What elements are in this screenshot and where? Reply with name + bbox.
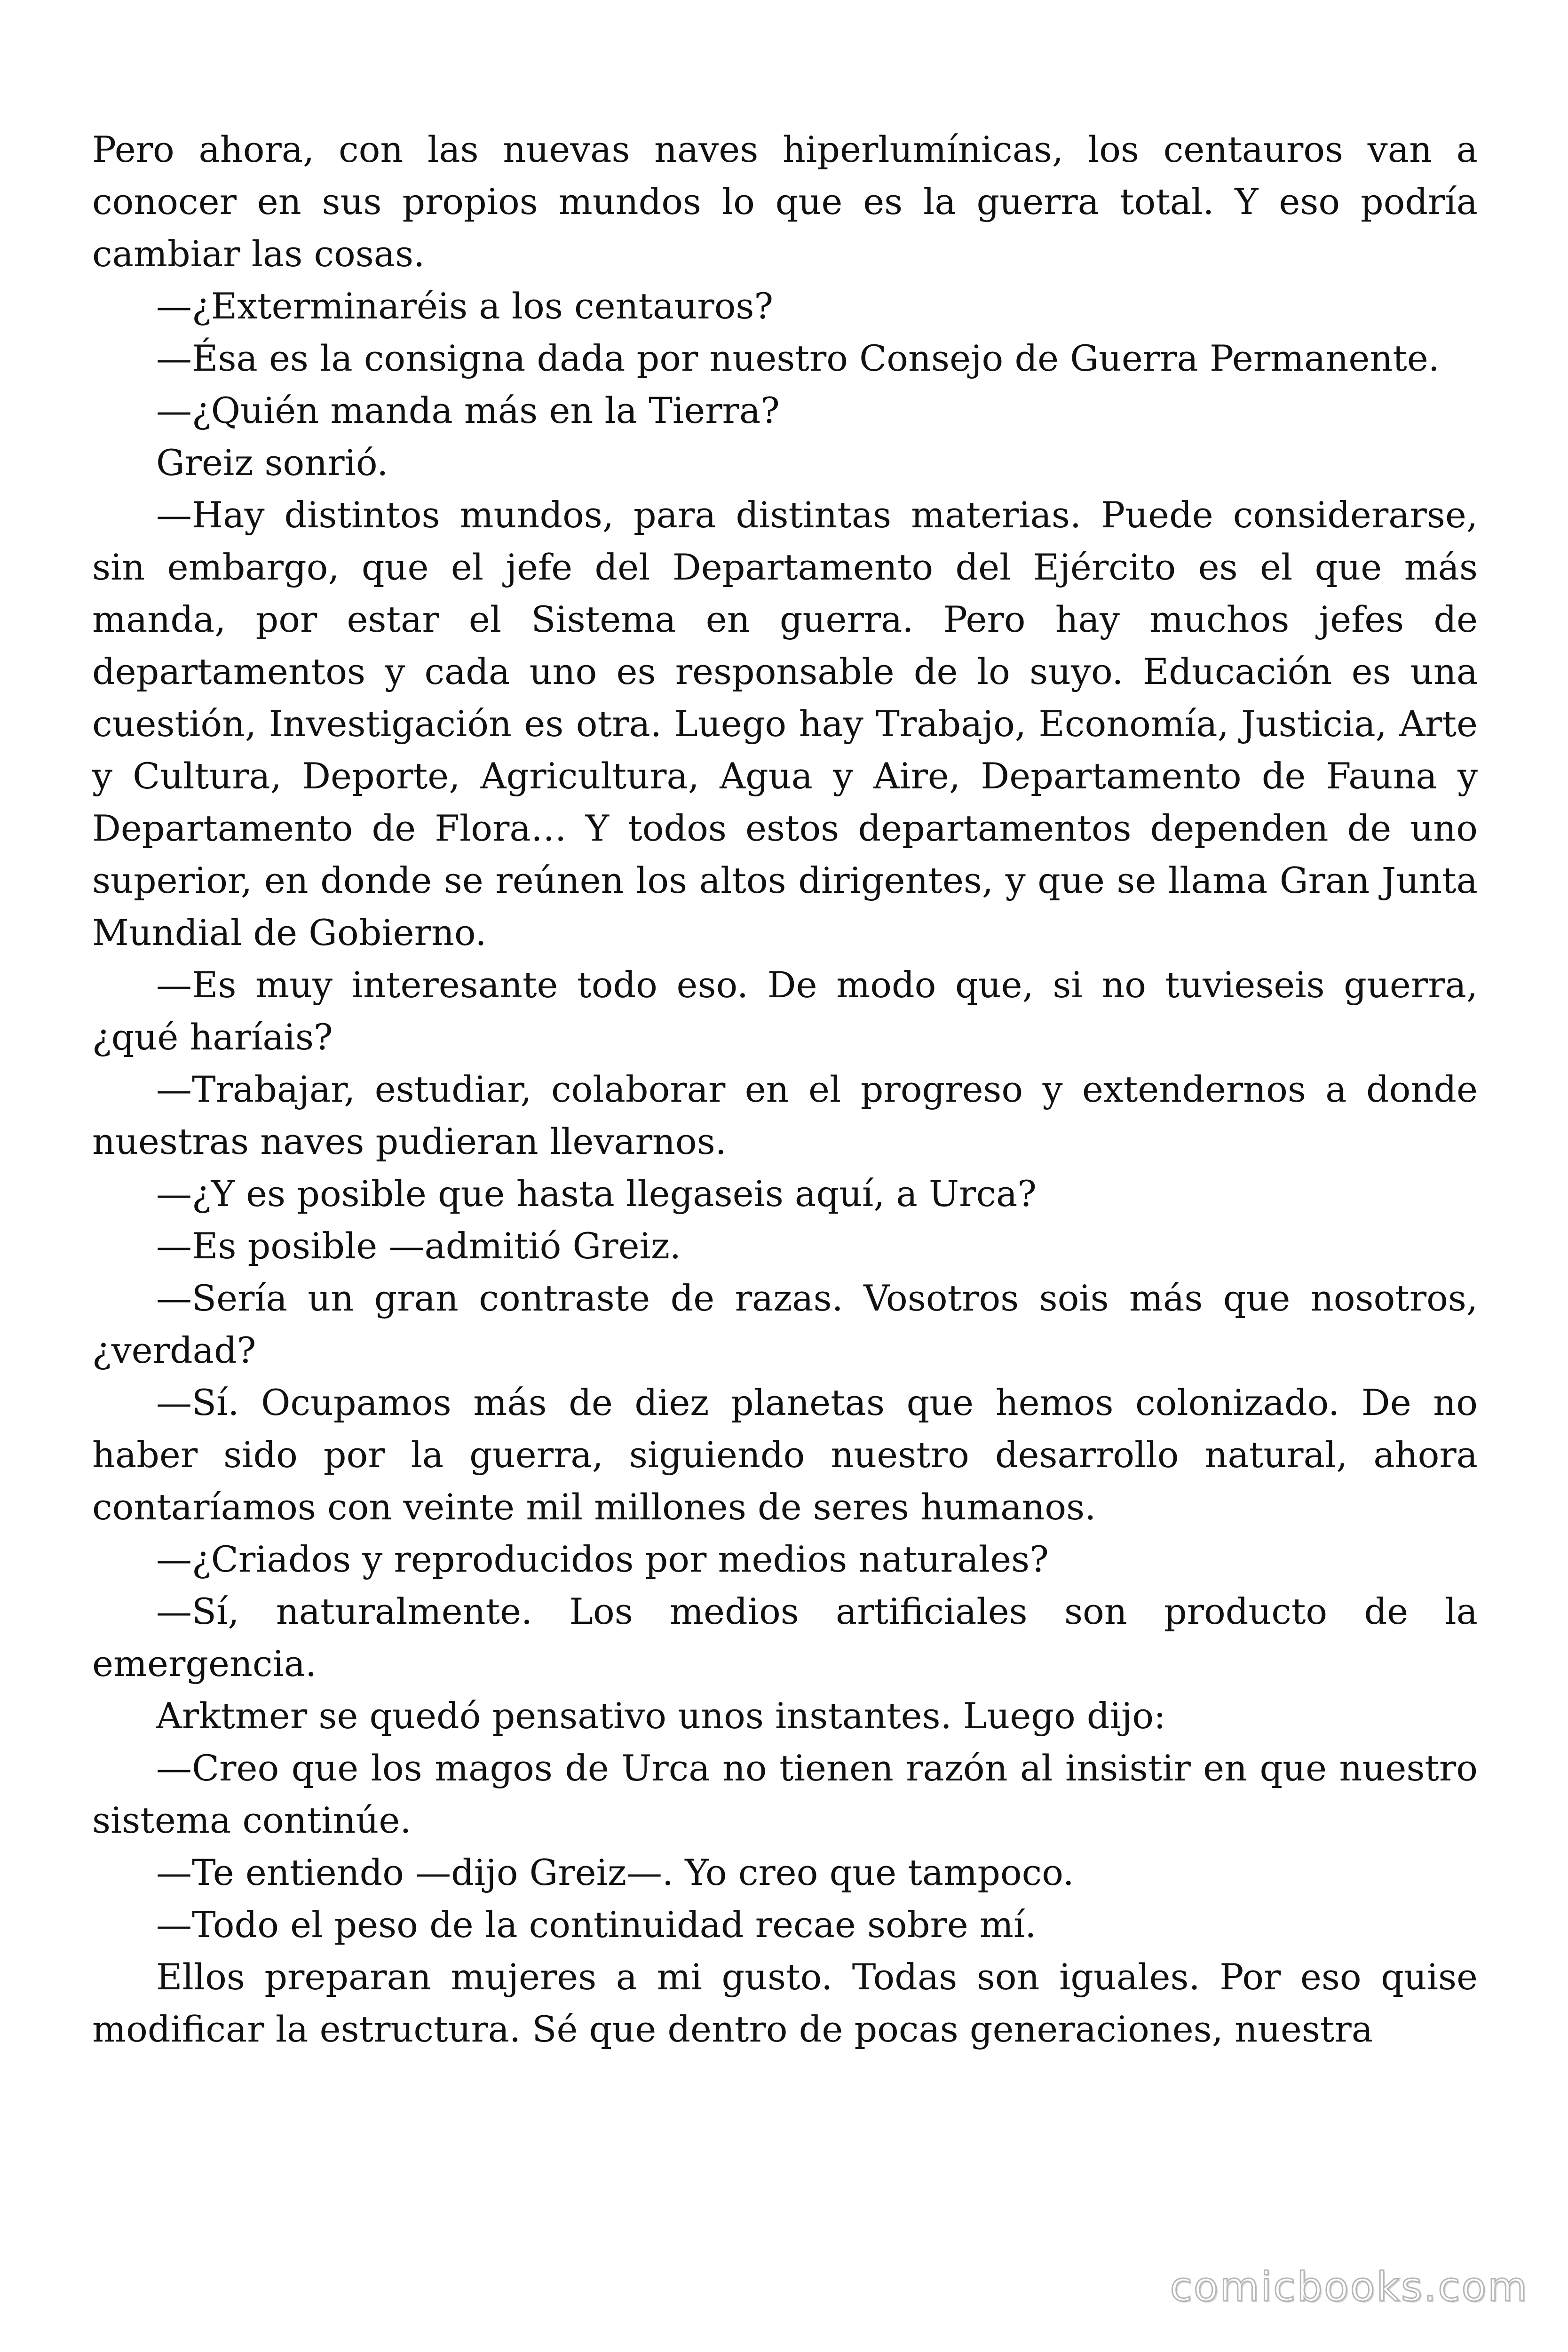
watermark-logo: comicbooks.com — [1170, 2264, 1528, 2311]
paragraph: —Sí, naturalmente. Los medios artificiales son producto de la emergencia. — [92, 1590, 1478, 1685]
paragraph: —Ésa es la consigna dada por nuestro Consejo de Guerra Permanente. — [156, 337, 1440, 379]
paragraph: —Todo el peso de la continuidad recae sobre mí. — [156, 1904, 1037, 1946]
paragraph: —¿Quién manda más en la Tierra? — [156, 389, 780, 431]
paragraph: Arktmer se quedó pensativo unos instantes. Luego dijo: — [156, 1695, 1166, 1737]
paragraph: —¿Y es posible que hasta llegaseis aquí, a Urca? — [156, 1173, 1037, 1215]
paragraph: —Sería un gran contraste de razas. Vosotros sois más que nosotros, ¿verdad? — [92, 1277, 1478, 1371]
paragraph: —Es posible —admitió Greiz. — [156, 1225, 681, 1267]
paragraph: —Es muy interesante todo eso. De modo que, si no tuvieseis guerra, ¿qué haríais? — [92, 964, 1478, 1058]
paragraph: —Te entiendo —dijo Greiz—. Yo creo que tampoco. — [156, 1851, 1074, 1893]
paragraph: —¿Criados y reproducidos por medios naturales? — [156, 1538, 1049, 1580]
paragraph: —Creo que los magos de Urca no tienen razón al insistir en que nuestro sistema continúe. — [92, 1747, 1478, 1841]
paragraph: —Hay distintos mundos, para distintas materias. Puede considerarse, sin embargo, que el jefe del Departamento del Ejército es el que más manda, por estar el Sistema en guerra. Pero hay muchos jefes de departamentos y cada uno es responsable de lo suyo. Educación es una cuestión, Investigación es otra. Luego hay Trabajo, Economía, Justicia, Arte y Cultura, Deporte, Agricultura, Agua y Aire, Departamento de Fauna y Departamento de Flora… Y todos estos departamentos dependen de uno superior, en donde se reúnen los altos dirigentes, y que se llama Gran Junta Mundial de Gobierno. — [92, 494, 1478, 954]
paragraph: Greiz sonrió. — [156, 442, 388, 484]
paragraph: Pero ahora, con las nuevas naves hiperlumínicas, los centauros van a conocer en sus propios mundos lo que es la guerra total. Y eso podría cambiar las cosas. — [92, 128, 1478, 275]
page-text — [92, 123, 1478, 2240]
paragraph: Ellos preparan mujeres a mi gusto. Todas son iguales. Por eso quise modificar la estructura. Sé que dentro de pocas generaciones, nuestra — [92, 1956, 1478, 2050]
paragraph: —Sí. Ocupamos más de diez planetas que hemos colonizado. De no haber sido por la guerra, siguiendo nuestro desarrollo natural, ahora contaríamos con veinte mil millones de seres humanos. — [92, 1382, 1478, 1528]
paragraph: —¿Exterminaréis a los centauros? — [156, 285, 774, 327]
paragraph: —Trabajar, estudiar, colaborar en el progreso y extendernos a donde nuestras naves pudieran llevarnos. — [92, 1068, 1478, 1162]
